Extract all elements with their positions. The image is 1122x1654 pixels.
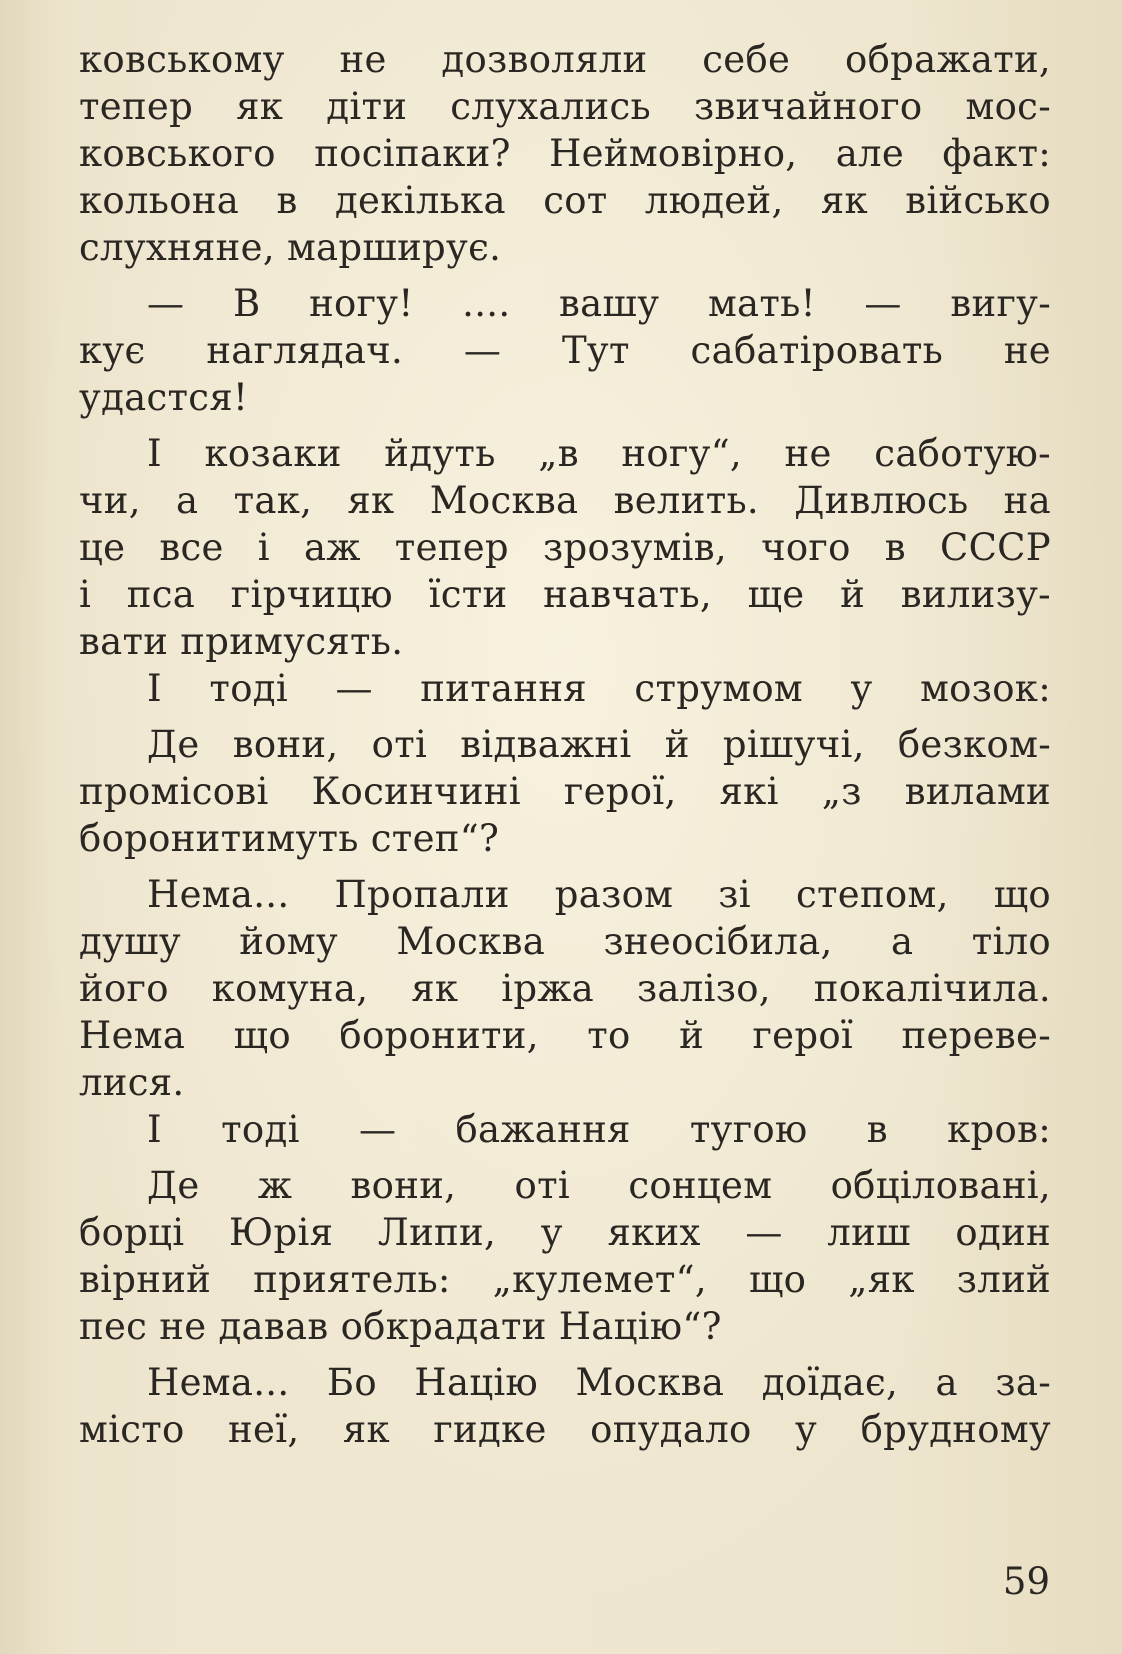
text-line: удастся! <box>79 376 249 419</box>
text-line: слухняне, марширує. <box>79 226 502 269</box>
text-line: місто неї, як гидке опудало у брудному <box>79 1408 1051 1451</box>
text-line: Нема... Бо Націю Москва доїдає, а за- <box>147 1361 1051 1404</box>
text-line: ковського посіпаки? Неймовірно, але факт: <box>79 132 1051 175</box>
text-line: ковському не дозволяли себе ображати, <box>79 38 1051 81</box>
text-line: Де вони, оті відважні й рішучі, безком- <box>147 723 1051 766</box>
text-line: — В ногу! .... вашу мать! — вигу- <box>147 282 1051 325</box>
text-line: тепер як діти слухались звичайного мос- <box>79 85 1051 128</box>
text-line: кує наглядач. — Тут сабатіровать не <box>79 329 1051 372</box>
text-line: кольона в декілька сот людей, як військо <box>79 179 1051 222</box>
text-line: борці Юрія Липи, у яких — лиш один <box>79 1211 1051 1254</box>
text-line: вати примусять. <box>79 620 404 663</box>
text-line: лися. <box>79 1061 185 1104</box>
text-line: І тоді — питання струмом у мозок: <box>147 667 1051 710</box>
text-line: І тоді — бажання тугою в кров: <box>147 1108 1051 1151</box>
text-line: Де ж вони, оті сонцем обціловані, <box>147 1164 1051 1207</box>
text-line: Нема... Пропали разом зі степом, що <box>147 873 1051 916</box>
text-line: його комуна, як іржа залізо, покалічила. <box>79 967 1051 1010</box>
text-line: пес не давав обкрадати Націю“? <box>79 1305 722 1348</box>
text-line: промісові Косинчині герої, які „з вилами <box>79 770 1051 813</box>
text-line: чи, а так, як Москва велить. Дивлюсь на <box>79 479 1051 522</box>
text-line: вірний приятель: „кулемет“, що „як злий <box>79 1258 1051 1301</box>
text-line: душу йому Москва знеосібила, а тіло <box>79 920 1051 963</box>
text-line: Нема що боронити, то й герої переве- <box>79 1014 1051 1057</box>
body-text <box>79 36 1051 1453</box>
text-line: це все і аж тепер зрозумів, чого в СССР <box>79 526 1051 569</box>
page-number: 59 <box>1002 1560 1050 1603</box>
text-line: І козаки йдуть „в ногу“, не саботую- <box>147 432 1051 475</box>
text-line: боронитимуть степ“? <box>79 817 500 860</box>
text-line: і пса гірчицю їсти навчать, ще й вилизу- <box>79 573 1051 616</box>
